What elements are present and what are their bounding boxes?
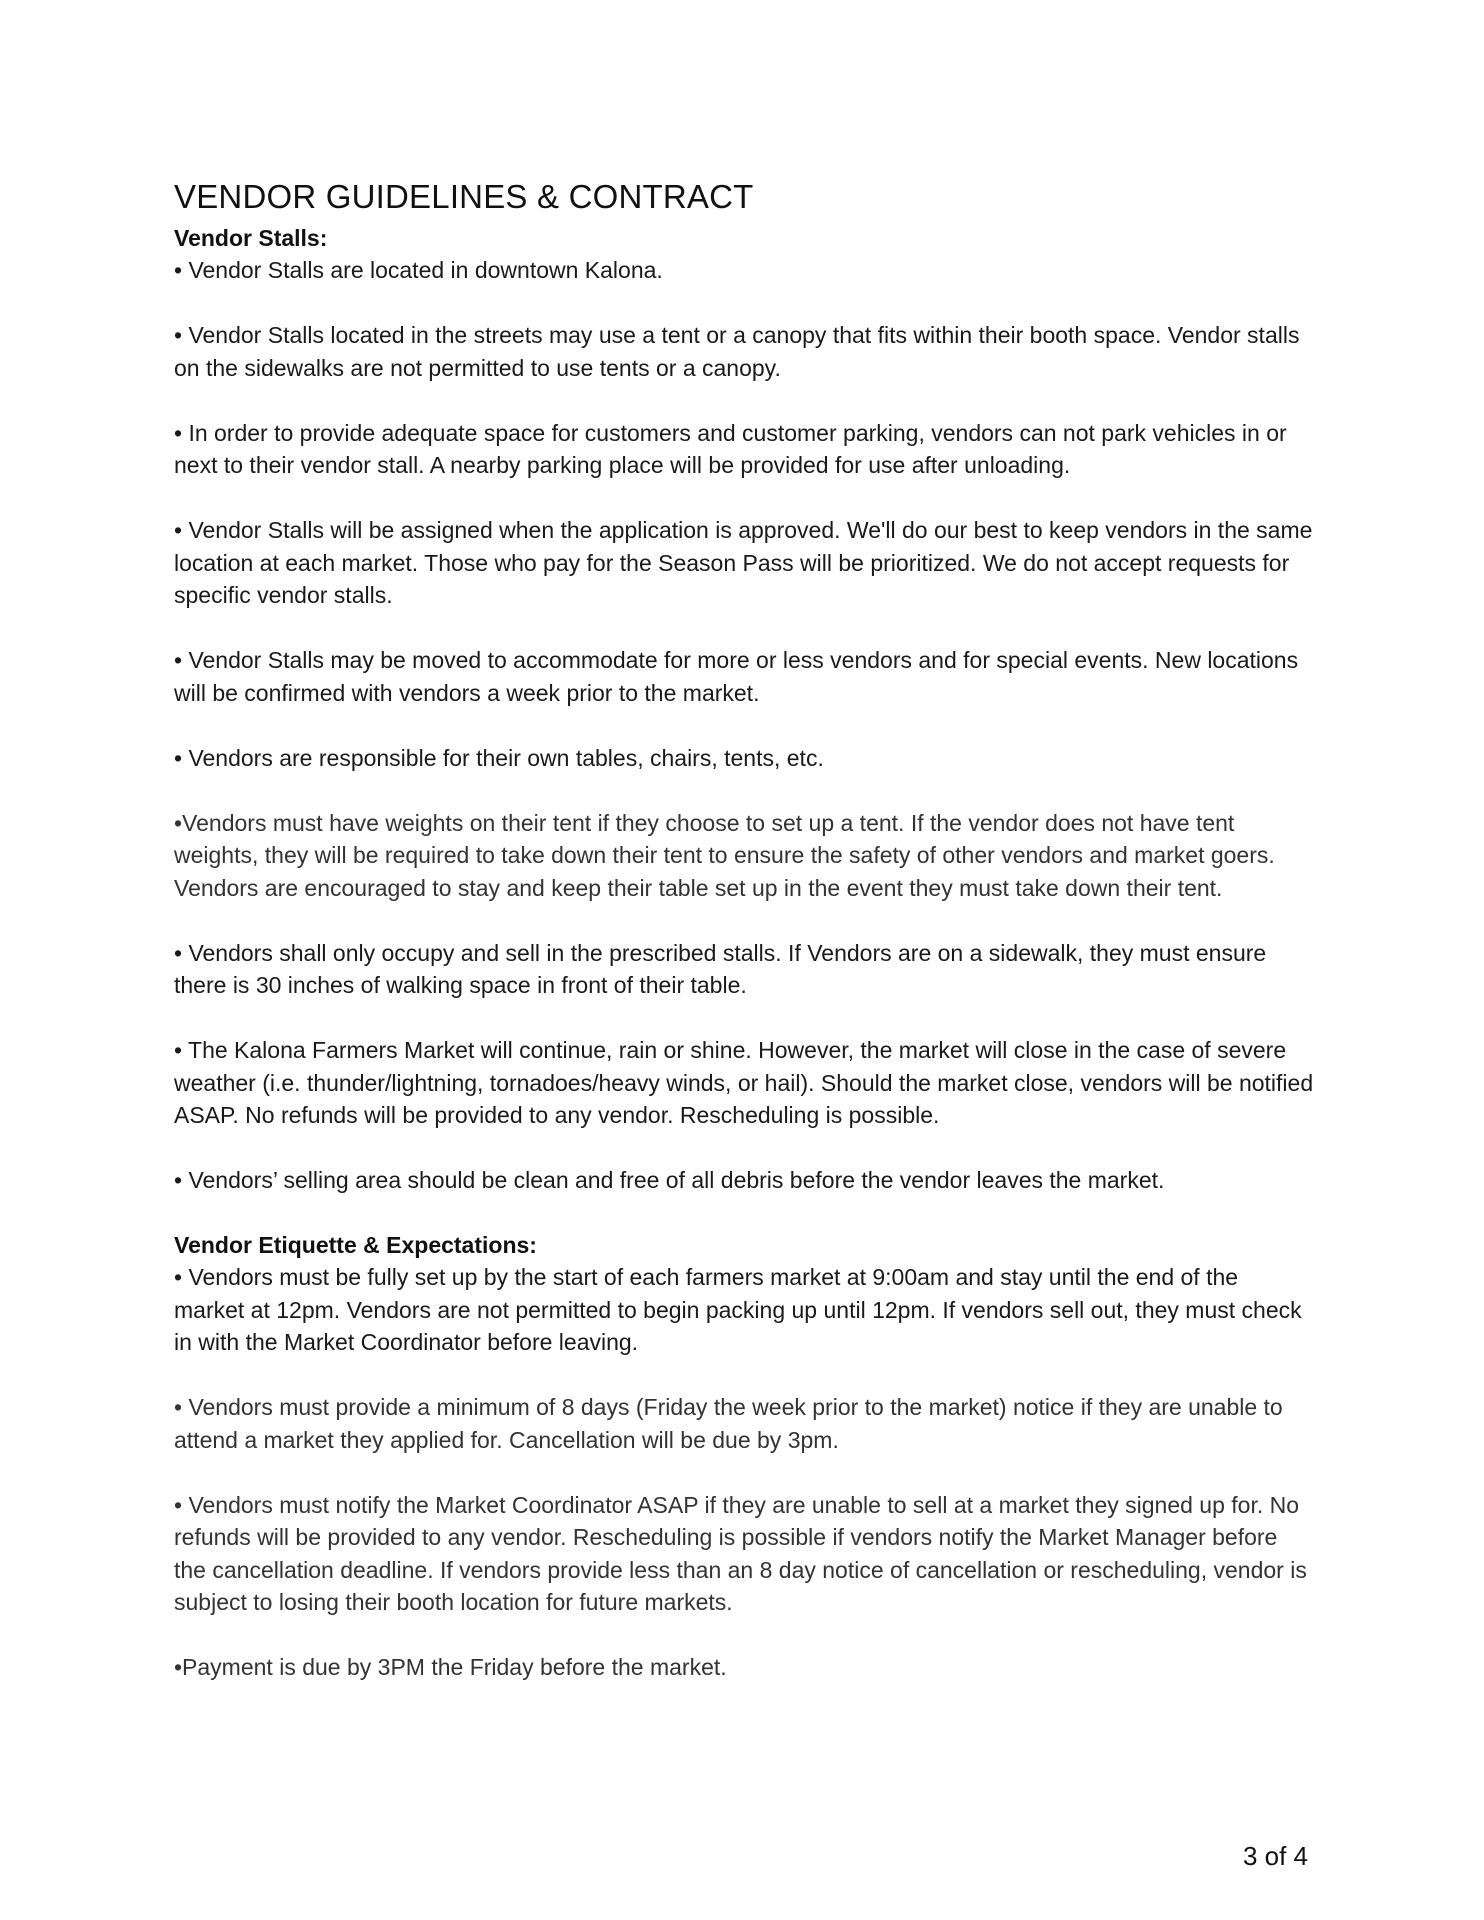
- list-item: • The Kalona Farmers Market will continue, rain or shine. However, the market will close in the case of severe weather (i.e. thunder/lightning, tornadoes/heavy winds, or hail). Should the market close, vendors will be notified ASAP. No refunds will be provided to any vendor. Rescheduling is possible.: [174, 1037, 1314, 1128]
- section-heading-vendor-etiquette: Vendor Etiquette & Expectations:: [174, 1232, 537, 1258]
- page-number: 3 of 4: [1242, 1841, 1308, 1871]
- list-item: • Vendors shall only occupy and sell in the prescribed stalls. If Vendors are on a sidewalk, they must ensure there is 30 inches of walking space in front of their table.: [174, 939, 1267, 998]
- list-item: • Vendors must be fully set up by the start of each farmers market at 9:00am and stay until the end of the market at 12pm. Vendors are not permitted to begin packing up until 12pm. If vendors sell out, they must check in with the Market Coordinator before leaving.: [174, 1264, 1302, 1355]
- list-item: • Vendor Stalls located in the streets may use a tent or a canopy that fits within their booth space. Vendor stalls on the sidewalks are not permitted to use tents or a canopy.: [174, 322, 1300, 381]
- section-heading-vendor-stalls: Vendor Stalls:: [174, 225, 328, 251]
- list-item: •Payment is due by 3PM the Friday before the market.: [174, 1654, 727, 1680]
- list-item: • In order to provide adequate space for customers and customer parking, vendors can not park vehicles in or next to their vendor stall. A nearby parking place will be provided for use after unloading.: [174, 419, 1287, 478]
- list-item: • Vendor Stalls may be moved to accommodate for more or less vendors and for special events. New locations will be confirmed with vendors a week prior to the market.: [174, 647, 1299, 706]
- list-item: •Vendors must have weights on their tent if they choose to set up a tent. If the vendor does not have tent weights, they will be required to take down their tent to ensure the safety of other vendors and market goers. Vendors are encouraged to stay and keep their table set up in the event they must take down their tent.: [174, 809, 1275, 901]
- document-page: [174, 172, 1314, 1716]
- list-item: • Vendors must notify the Market Coordinator ASAP if they are unable to sell at a market they signed up for. No refunds will be provided to any vendor. Rescheduling is possible if vendors notify the Market Manager before the cancellation deadline. If vendors provide less than an 8 day notice of cancellation or rescheduling, vendor is subject to losing their booth location for future markets.: [174, 1491, 1307, 1615]
- list-item: • Vendor Stalls will be assigned when the application is approved. We'll do our best to keep vendors in the same location at each market. Those who pay for the Season Pass will be prioritized. We do not accept requests for specific vendor stalls.: [174, 517, 1313, 608]
- list-item: • Vendors are responsible for their own tables, chairs, tents, etc.: [174, 744, 824, 771]
- document-title: VENDOR GUIDELINES & CONTRACT: [174, 178, 754, 215]
- list-item: • Vendors’ selling area should be clean and free of all debris before the vendor leaves the market.: [174, 1167, 1165, 1193]
- section-vendor-etiquette: [174, 1229, 1314, 1684]
- list-item: • Vendor Stalls are located in downtown Kalona.: [174, 257, 663, 283]
- list-item: • Vendors must provide a minimum of 8 days (Friday the week prior to the market) notice if they are unable to attend a market they applied for. Cancellation will be due by 3pm.: [174, 1394, 1283, 1453]
- section-vendor-stalls: [174, 222, 1314, 1197]
